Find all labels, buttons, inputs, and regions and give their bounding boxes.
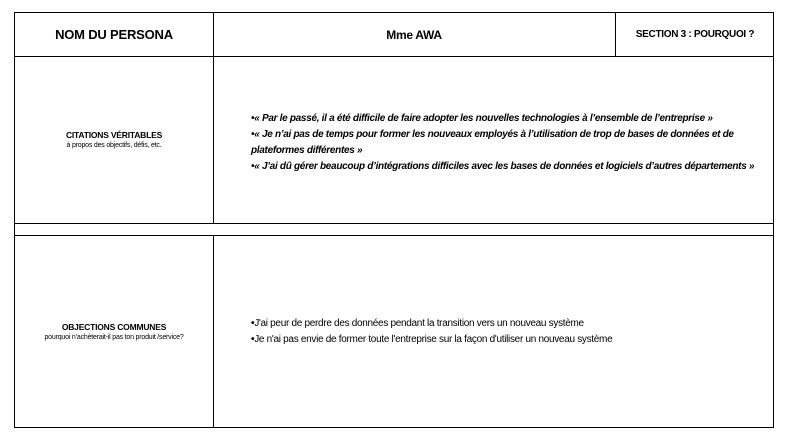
persona-name-label: NOM DU PERSONA [55, 27, 173, 42]
bullet-icon: • [251, 161, 255, 172]
quote-text: « Par le passé, il a été difficile de faire adopter les nouvelles technologies à l’ensemble de l’entreprise » [254, 113, 713, 124]
quotes-subtitle: à propos des objectifs, défis, etc. [66, 142, 162, 149]
quote-text: « J’ai dû gérer beaucoup d’intégrations difficiles avec les bases de données et logiciels d’autres départements » [254, 161, 755, 172]
bullet-icon: • [251, 113, 255, 124]
list-item [251, 127, 767, 159]
objections-title: OBJECTIONS COMMUNES [61, 321, 167, 332]
section-title: SECTION 3 : POURQUOI ? [635, 29, 755, 40]
objections-content-cell [213, 236, 775, 427]
row-divider-quotes [15, 223, 773, 224]
bullet-icon: • [251, 317, 255, 329]
quote-text: « Je n’ai pas de temps pour former les nouveaux employés à l’utilisation de trop de bases de données et de plateformes différentes » [251, 129, 734, 156]
quotes-label-cell [15, 57, 213, 223]
quotes-content-cell [213, 57, 775, 175]
objection-text: J'ai peur de perdre des données pendant la transition vers un nouveau système [254, 317, 584, 329]
persona-table [14, 12, 774, 428]
quotes-title: CITATIONS VÉRITABLES [65, 130, 163, 140]
objection-text: Je n'ai pas envie de former toute l'entreprise sur la façon d'utiliser un nouveau système [254, 333, 613, 345]
bullet-icon: • [251, 333, 255, 345]
list-item [251, 111, 767, 127]
objections-list [251, 316, 612, 348]
persona-name-value: Mme AWA [386, 27, 442, 42]
quotes-list [251, 111, 767, 175]
objections-subtitle: pourquoi n’achèterait-il pas ton produit /service? [44, 333, 184, 341]
list-item [251, 159, 767, 175]
list-item [251, 332, 612, 348]
objections-label-cell [15, 236, 213, 427]
bullet-icon: • [251, 129, 255, 140]
list-item [251, 316, 612, 332]
